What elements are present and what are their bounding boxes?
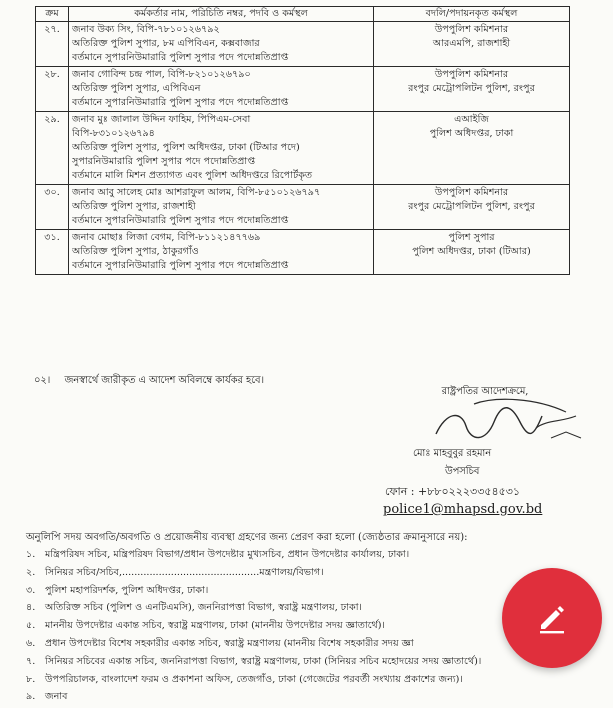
list-item [26, 619, 481, 637]
posting-line: উপপুলিশ কমিশনার [434, 69, 509, 80]
posting-line: পুলিশ অধিদপ্তর, ঢাকা (টিআর) [412, 246, 531, 257]
table-row [36, 112, 570, 185]
posting-details [374, 230, 570, 275]
by-order-line: রাষ্ট্রপতির আদেশক্রমে, [441, 386, 529, 397]
list-item [26, 584, 481, 602]
row-serial: ৩১. [36, 230, 69, 275]
posting-line: উপপুলিশ কমিশনার [434, 187, 509, 198]
table-row [36, 22, 570, 67]
officer-line: অতিরিক্ত পুলিশ সুপার, পুলিশ অধিদপ্তর, ঢাকা (টিআর পদে) [72, 142, 300, 153]
posting-line: আরএমপি, রাজশাহী [432, 38, 511, 49]
signatory-name: মোঃ মাহবুবুর রহমান [413, 448, 492, 459]
posting-details [374, 185, 570, 230]
item-number: ৯. [26, 691, 36, 703]
officer-line: বর্তমানে সুপারনিউমারারি পুলিশ সুপার পদে পদোন্নতিপ্রাপ্ত [72, 52, 289, 63]
list-item [26, 548, 481, 566]
posting-line: রংপুর মেট্রোপলিটন পুলিশ, রংপুর [408, 201, 535, 212]
officer-line: জনাব মুঃ জালাল উদ্দিন ফাহিম, পিপিএম-সেবা [72, 114, 251, 125]
posting-line: পুলিশ অধিদপ্তর, ঢাকা [429, 128, 514, 139]
officer-line: অতিরিক্ত পুলিশ সুপার, ঠাকুরগাঁও [72, 246, 199, 257]
copy-intro: অনুলিপি সদয় অবগতি/অবগতি ও প্রয়োজনীয় ব্যবস্থা গ্রহণের জন্য প্রেরণ করা হলো (জ্যেষ্ঠতার ক্রমানুসারে নয়): [26, 532, 468, 543]
posting-details [374, 67, 570, 112]
order-paragraph [34, 373, 264, 390]
officer-line: জনাব আবু সালেহ মোঃ আশরাফুল আলম, বিপি-৮৫১০১২৬৭৯৭ [72, 187, 321, 198]
item-text: জনাব [45, 691, 68, 703]
officer-line: অতিরিক্ত পুলিশ সুপার, ৮ম এপিবিএন, কক্সবাজার [72, 38, 260, 49]
officer-line: জনাব উক্য সিং, বিপি-৭৮১০১২৬৭৯২ [72, 24, 220, 35]
posting-line: এআইজি [454, 114, 489, 125]
officer-line: জনাব মোছাঃ লিজা বেগম, বিপি-৮১১২১৪৭৭৬৯ [72, 232, 261, 243]
signature-scribble [416, 392, 591, 450]
item-number: ১. [26, 549, 36, 560]
signatory-phone: ফোন : +৮৮০২২২৩৩৫৪৫৩১ [385, 485, 521, 498]
officer-details [69, 22, 374, 67]
item-number: ৮. [26, 673, 36, 685]
item-text: পুলিশ মহাপরিদর্শক, পুলিশ অধিদপ্তর, ঢাকা। [45, 584, 209, 596]
paragraph-number: ০২। [34, 375, 51, 386]
item-text: উপপরিচালক, বাংলাদেশ ফরম ও প্রকাশনা অফিস, তেজগাঁও, ঢাকা (গেজেটের পরবর্তী সংখ্যায় প্রকাশের জন্য)। [45, 673, 463, 685]
officer-line: বর্তমানে সুপারনিউমারারি পুলিশ সুপার পদে পদোন্নতিপ্রাপ্ত [72, 260, 289, 271]
officer-line: বিপি-৮৩১০১২৬৭৯৪ [72, 128, 155, 139]
officer-line: বর্তমানে মালি মিশন প্রত্যাগত এবং পুলিশ অধিদপ্তরে রিপোর্টকৃত [72, 170, 313, 181]
row-serial: ২৭. [36, 22, 69, 67]
officer-line: অতিরিক্ত পুলিশ সুপার, রাজশাহী [72, 201, 196, 212]
copy-list [26, 548, 481, 708]
officer-line: সুপারনিউমারারি পুলিশ সুপার পদে পদোন্নতিপ্রাপ্ত [72, 156, 256, 167]
officer-details [69, 230, 374, 275]
posting-details [374, 22, 570, 67]
officer-line: জনাব গোবিন্দ চন্দ্র পাল, বিপি-৮২১০১২৬৭৯০ [72, 69, 251, 80]
item-text: মাননীয় উপদেষ্টার একান্ত সচিব, স্বরাষ্ট্র মন্ত্রণালয়, ঢাকা (মাননীয় উপদেষ্টার সদয় জ্ঞাতার্থে)। [45, 620, 385, 632]
table-row [36, 230, 570, 275]
item-text: প্রধান উপদেষ্টার বিশেষ সহকারীর একান্ত সচিব, স্বরাষ্ট্র মন্ত্রণালয় (মাননীয় বিশেষ সহকারীর সদয় জ্ঞা [45, 637, 414, 649]
header-officer: কর্মকর্তার নাম, পরিচিতি নম্বর, পদবি ও কর্মস্থল [69, 7, 374, 22]
posting-details [374, 112, 570, 185]
item-number: ৬. [26, 637, 36, 649]
list-item [26, 566, 481, 584]
header-posting: বদলি/পদায়নকৃত কর্মস্থল [374, 7, 570, 22]
list-item [26, 601, 481, 619]
officer-line: বর্তমানে সুপারনিউমারারি পুলিশ সুপার পদে পদোন্নতিপ্রাপ্ত [72, 97, 289, 108]
signatory-designation: উপসচিব [445, 466, 480, 477]
pencil-icon [532, 598, 572, 638]
officer-details [69, 67, 374, 112]
posting-line: রংপুর মেট্রোপলিটন পুলিশ, রংপুর [408, 83, 535, 94]
item-text: অতিরিক্ত সচিব (পুলিশ ও এনটিএমসি), জননিরাপত্তা বিভাগ, স্বরাষ্ট্র মন্ত্রণালয়, ঢাকা। [45, 602, 362, 614]
transfer-table [35, 6, 570, 275]
item-number: ২. [26, 566, 36, 578]
table-row [36, 185, 570, 230]
officer-line: বর্তমানে সুপারনিউমারারি পুলিশ সুপার পদে পদোন্নতিপ্রাপ্ত [72, 215, 289, 226]
edit-fab-button[interactable] [502, 568, 602, 668]
posting-line: উপপুলিশ কমিশনার [434, 24, 509, 35]
item-text: মন্ত্রিপরিষদ সচিব, মন্ত্রিপরিষদ বিভাগ/প্রধান উপদেষ্টার মুখ্যসচিব, প্রধান উপদেষ্টার কার্যালয়, ঢাকা। [45, 549, 410, 560]
row-serial: ২৯. [36, 112, 69, 185]
officer-line: অতিরিক্ত পুলিশ সুপার, এপিবিএন [72, 83, 201, 94]
item-number: ৭. [26, 655, 36, 667]
officer-details [69, 112, 374, 185]
list-item [26, 637, 481, 655]
row-serial: ৩০. [36, 185, 69, 230]
signatory-email[interactable]: police1@mhapsd.gov.bd [383, 502, 543, 517]
item-text: সিনিয়র সচিবের একান্ত সচিব, জননিরাপত্তা বিভাগ, স্বরাষ্ট্র মন্ত্রণালয়, ঢাকা (সিনিয়র সচিব মহোদয়ের সদয় জ্ঞাতার্থে)। [45, 655, 482, 667]
item-number: ৩. [26, 584, 36, 596]
table-header-row [36, 7, 570, 22]
posting-line: পুলিশ সুপার [448, 232, 495, 243]
officer-details [69, 185, 374, 230]
list-item [26, 655, 481, 673]
list-item [26, 690, 481, 708]
list-item [26, 673, 481, 691]
header-serial: ক্রম [36, 7, 69, 22]
item-text: সিনিয়র সচিব/সচিব,.............................................মন্ত্রণালয়/বিভাগ। [45, 566, 324, 578]
item-number: ৪. [26, 602, 36, 614]
table-row [36, 67, 570, 112]
paragraph-text: জনস্বার্থে জারীকৃত এ আদেশ অবিলম্বে কার্যকর হবে। [64, 375, 265, 386]
item-number: ৫. [26, 620, 36, 632]
row-serial: ২৮. [36, 67, 69, 112]
